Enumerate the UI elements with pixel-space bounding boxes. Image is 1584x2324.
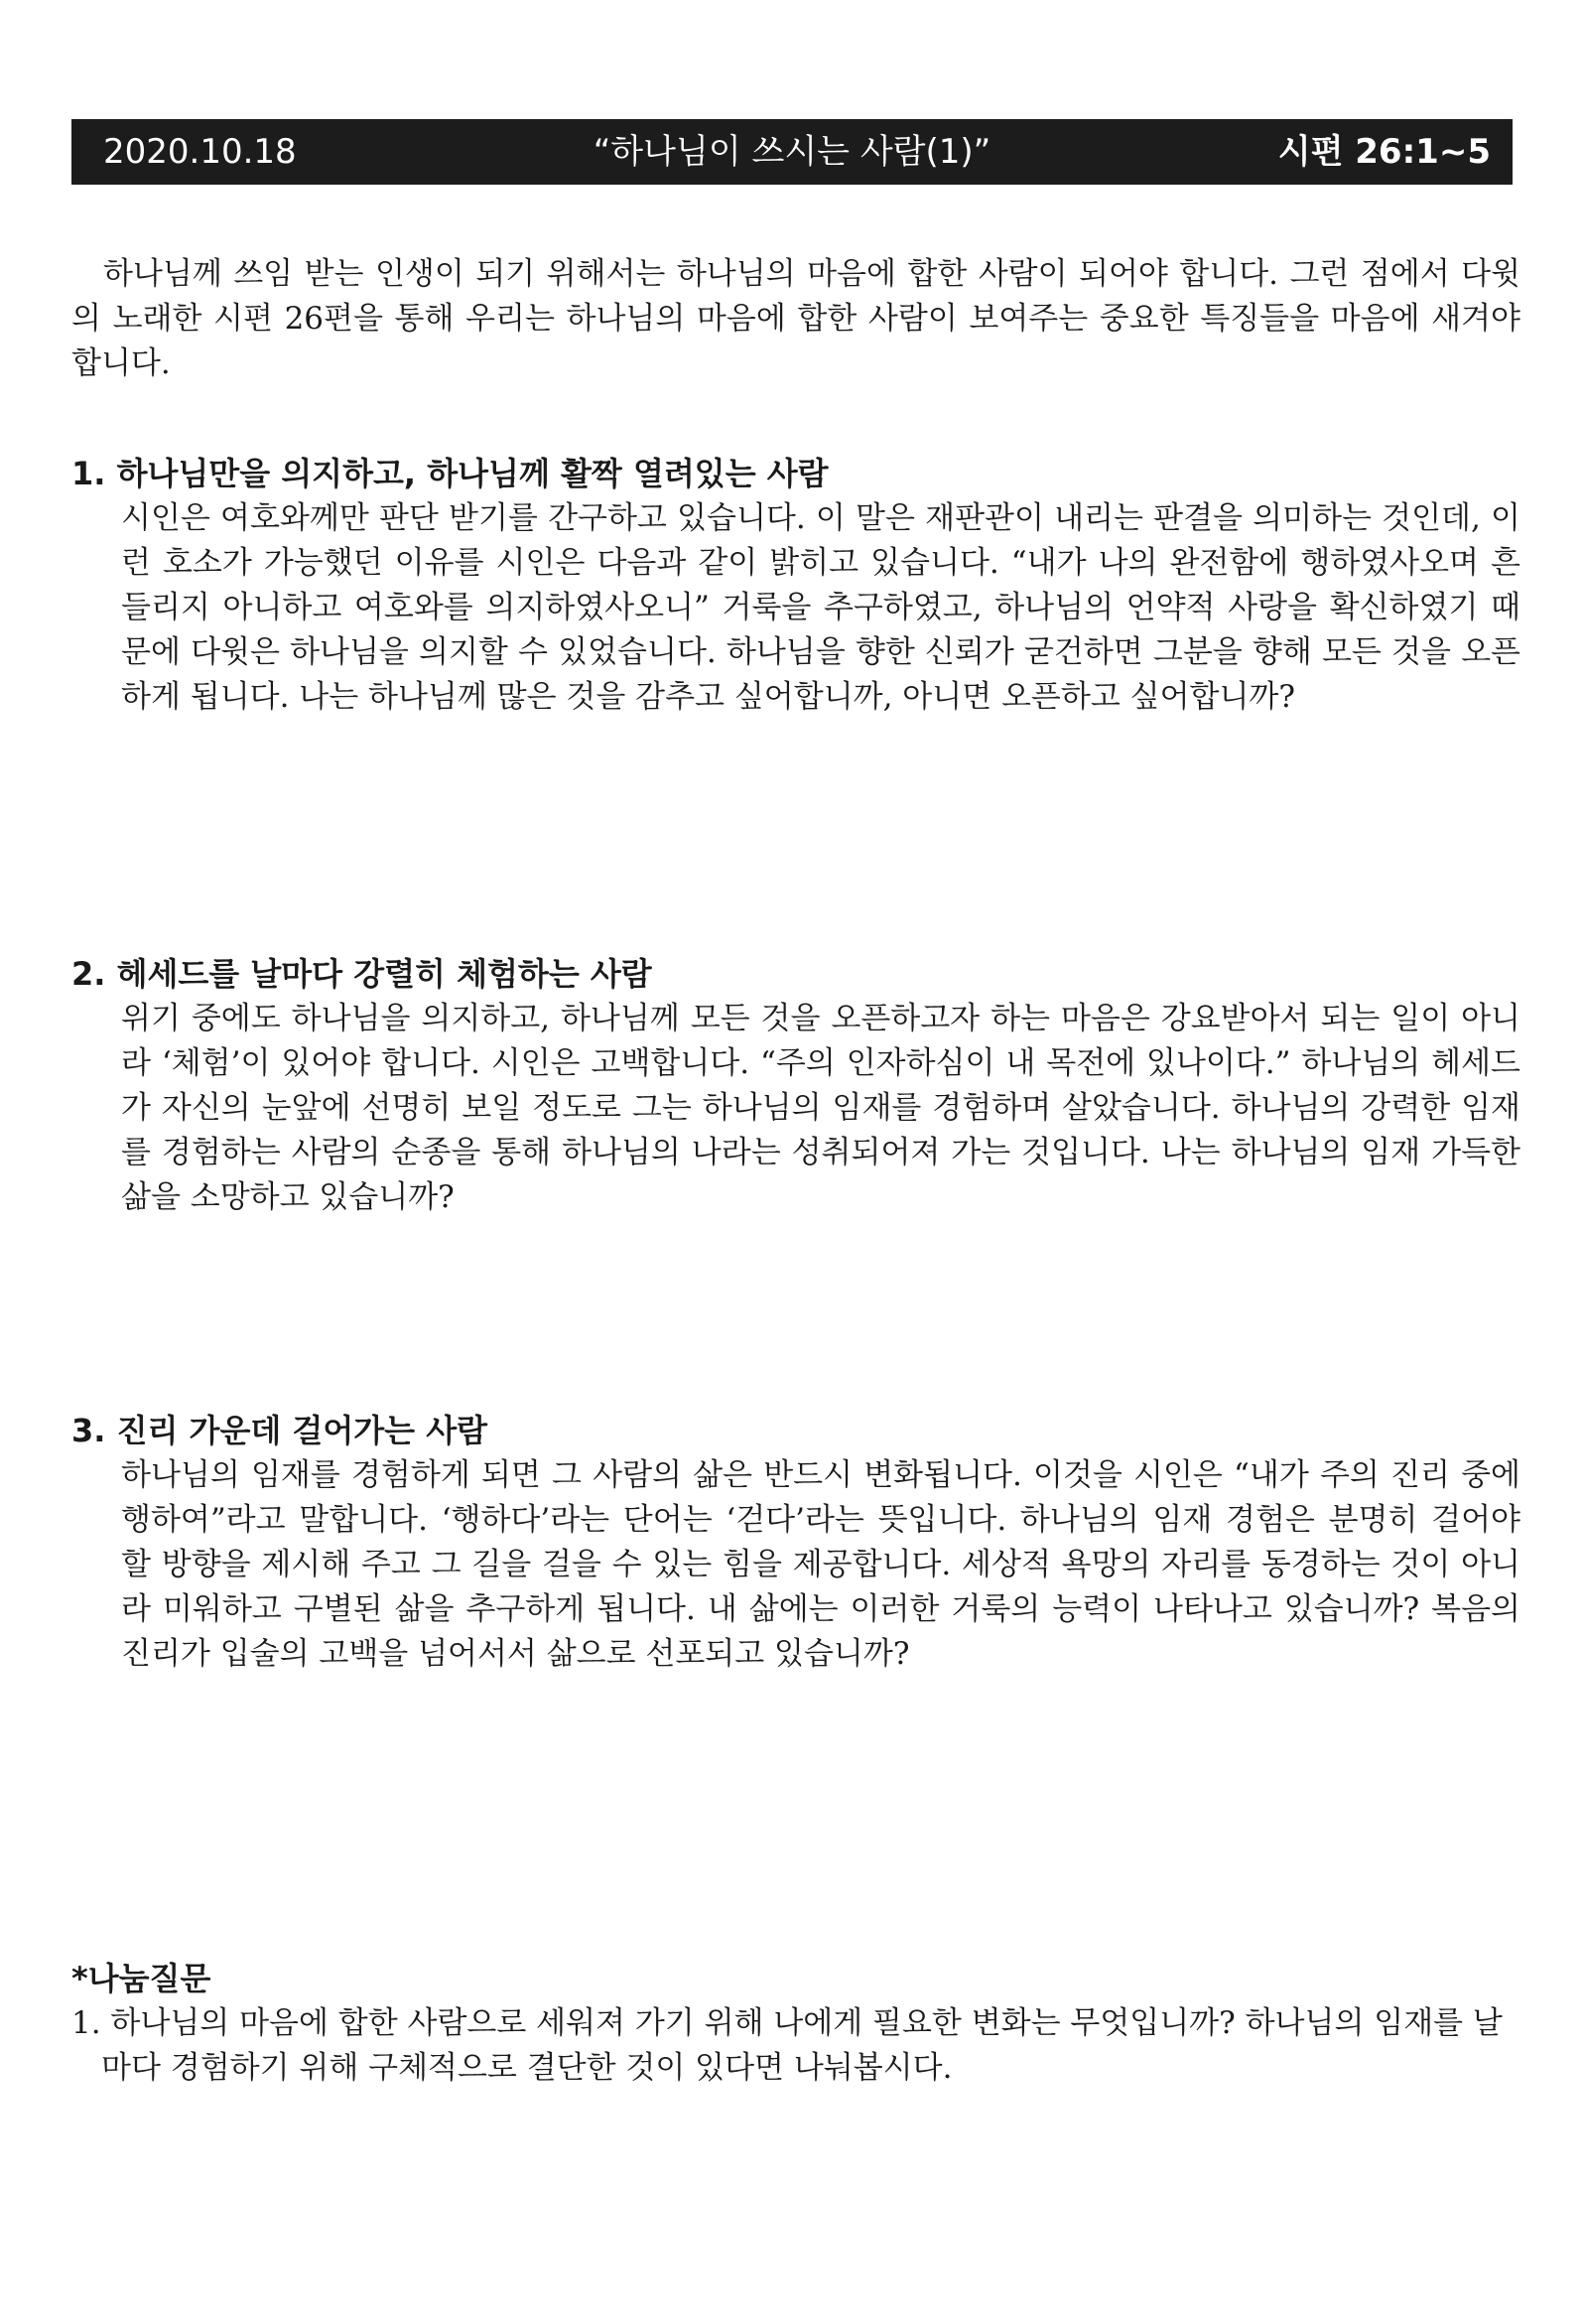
sharing-question-1: 1. 하나님의 마음에 합한 사람으로 세워져 가기 위해 나에게 필요한 변화는 무엇입니까? 하나님의 임재를 날마다 경험하기 위해 구체적으로 결단한 것이 있다면 나눠봅시다.: [71, 2005, 1503, 2086]
intro-text: 하나님께 쓰임 받는 인생이 되기 위해서는 하나님의 마음에 합한 사람이 되어야 합니다. 그런 점에서 다윗의 노래한 시편 26편을 통해 우리는 하나님의 마음에 합한 사람이 보여주는 중요한 특징들을 마음에 새겨야 합니다.: [71, 256, 1520, 381]
section-2: [71, 951, 1520, 1220]
sharing-questions: [71, 1956, 1520, 2091]
section-heading: 3. 진리 가운데 걸어가는 사람: [71, 1412, 488, 1449]
section-3: [71, 1408, 1520, 1677]
section-heading: 2. 헤세드를 날마다 강렬히 체험하는 사람: [71, 955, 652, 993]
section-body: 하나님의 임재를 경험하게 되면 그 사람의 삶은 반드시 변화됩니다. 이것을 시인은 “내가 주의 진리 중에 행하여”라고 말합니다. ‘행하다’라는 단어는 ‘걷다’라는 뜻입니다. 하나님의 임재 경험은 분명히 걸어야 할 방향을 제시해 주고 그 길을 걸을 수 있는 힘을 제공합니다. 세상적 욕망의 자리를 동경하는 것이 아니라 미워하고 구별된 삶을 추구하게 됩니다. 내 삶에는 이러한 거룩의 능력이 나타나고 있습니까? 복음의 진리가 입술의 고백을 넘어서서 삶으로 선포되고 있습니까?: [121, 1457, 1520, 1672]
section-heading: 1. 하나님만을 의지하고, 하나님께 활짝 열려있는 사람: [71, 455, 829, 492]
sharing-heading: *나눔질문: [71, 1960, 211, 1997]
section-body: 위기 중에도 하나님을 의지하고, 하나님께 모든 것을 오픈하고자 하는 마음은 강요받아서 되는 일이 아니라 ‘체험’이 있어야 합니다. 시인은 고백합니다. “주의 인자하심이 내 목전에 있나이다.” 하나님의 헤세드가 자신의 눈앞에 선명히 보일 정도로 그는 하나님의 임재를 경험하며 살았습니다. 하나님의 강력한 임재를 경험하는 사람의 순종을 통해 하나님의 나라는 성취되어져 가는 것입니다. 나는 하나님의 임재 가득한 삶을 소망하고 있습니까?: [121, 1001, 1520, 1215]
section-body: 시인은 여호와께만 판단 받기를 간구하고 있습니다. 이 말은 재판관이 내리는 판결을 의미하는 것인데, 이런 호소가 가능했던 이유를 시인은 다음과 같이 밝히고 있습니다. “내가 나의 완전함에 행하였사오며 흔들리지 아니하고 여호와를 의지하였사오니” 거룩을 추구하였고, 하나님의 언약적 사랑을 확신하였기 때문에 다윗은 하나님을 의지할 수 있었습니다. 하나님을 향한 신뢰가 굳건하면 그분을 향해 모든 것을 오픈하게 됩니다. 나는 하나님께 많은 것을 감추고 싶어합니까, 아니면 오픈하고 싶어합니까?: [121, 500, 1520, 715]
section-1: [71, 451, 1520, 720]
header-scripture: 시편 26:1~5: [1277, 132, 1491, 172]
header-bar: [71, 119, 1513, 185]
header-title: “하나님이 쓰시는 사람(1)”: [593, 132, 991, 172]
header-date: 2020.10.18: [103, 132, 297, 172]
intro-paragraph: [71, 252, 1520, 386]
